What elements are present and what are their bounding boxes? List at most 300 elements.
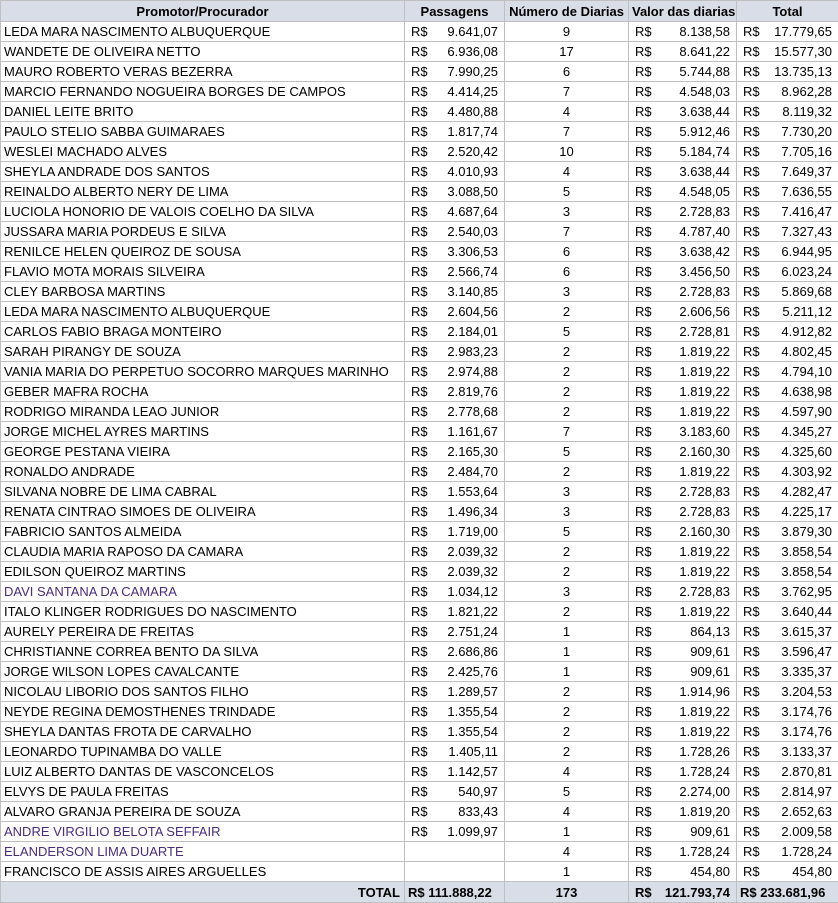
cell-total: [737, 282, 838, 302]
cell-passagens: [405, 442, 505, 462]
valor-currency: R$: [632, 402, 652, 421]
passagens-currency: R$: [408, 302, 428, 321]
cell-num-diarias: 2: [505, 722, 629, 742]
cell-passagens: [405, 842, 505, 862]
table-row: [1, 282, 838, 302]
cell-valor-diarias: [629, 662, 737, 682]
total-currency: R$: [740, 182, 760, 201]
total-value: 3.640,44: [781, 602, 835, 621]
passagens-value: 1.719,00: [447, 522, 501, 541]
cell-num-diarias: 2: [505, 682, 629, 702]
valor-value: 1.819,22: [679, 362, 733, 381]
total-value: 3.133,37: [781, 742, 835, 761]
table-row: [1, 542, 838, 562]
cell-name: ELVYS DE PAULA FREITAS: [1, 782, 405, 802]
valor-currency: R$: [632, 562, 652, 581]
cell-num-diarias: 2: [505, 342, 629, 362]
cell-valor-diarias: [629, 382, 737, 402]
table-row: [1, 42, 838, 62]
valor-value: 1.728,24: [679, 762, 733, 781]
cell-total: [737, 622, 838, 642]
valor-currency: R$: [632, 662, 652, 681]
cell-name: REINALDO ALBERTO NERY DE LIMA: [1, 182, 405, 202]
cell-total: [737, 802, 838, 822]
passagens-currency: R$: [408, 662, 428, 681]
table-row: [1, 322, 838, 342]
valor-currency: R$: [632, 782, 652, 801]
passagens-currency: R$: [408, 422, 428, 441]
valor-value: 3.638,42: [679, 242, 733, 261]
passagens-value: 2.604,56: [447, 302, 501, 321]
table-row: [1, 262, 838, 282]
passagens-value: 1.821,22: [447, 602, 501, 621]
valor-currency: R$: [632, 362, 652, 381]
cell-num-diarias: 3: [505, 202, 629, 222]
table-row: [1, 762, 838, 782]
cell-name: CARLOS FABIO BRAGA MONTEIRO: [1, 322, 405, 342]
total-value: 7.416,47: [781, 202, 835, 221]
valor-value: 2.728,83: [679, 282, 733, 301]
valor-currency: R$: [632, 122, 652, 141]
cell-name: FRANCISCO DE ASSIS AIRES ARGUELLES: [1, 862, 405, 882]
table-row: [1, 522, 838, 542]
total-label: TOTAL: [1, 882, 405, 903]
cell-valor-diarias: [629, 62, 737, 82]
total-value: 3.174,76: [781, 722, 835, 741]
total-value: 4.345,27: [781, 422, 835, 441]
total-currency: R$: [740, 42, 760, 61]
passagens-currency: R$: [408, 742, 428, 761]
passagens-currency: R$: [408, 42, 428, 61]
valor-currency: R$: [632, 102, 652, 121]
passagens-currency: R$: [408, 282, 428, 301]
table-row: [1, 582, 838, 602]
cell-num-diarias: 6: [505, 62, 629, 82]
cell-name: DANIEL LEITE BRITO: [1, 102, 405, 122]
cell-valor-diarias: [629, 762, 737, 782]
cell-valor-diarias: [629, 782, 737, 802]
passagens-value: 2.819,76: [447, 382, 501, 401]
cell-passagens: [405, 182, 505, 202]
total-value: 8.119,32: [782, 102, 835, 121]
cell-total: [737, 122, 838, 142]
valor-value: 1.728,26: [679, 742, 733, 761]
cell-valor-diarias: [629, 102, 737, 122]
valor-value: 5.184,74: [679, 142, 733, 161]
total-value: 3.335,37: [781, 662, 835, 681]
valor-currency: R$: [632, 182, 652, 201]
total-value: 15.577,30: [774, 42, 835, 61]
table-row: [1, 302, 838, 322]
passagens-value: 2.039,32: [447, 562, 501, 581]
cell-name: NEYDE REGINA DEMOSTHENES TRINDADE: [1, 702, 405, 722]
valor-value: 1.819,22: [679, 342, 733, 361]
valor-currency: R$: [632, 862, 652, 881]
cell-valor-diarias: [629, 342, 737, 362]
passagens-currency: R$: [408, 702, 428, 721]
cell-valor-diarias: [629, 862, 737, 882]
valor-value: 4.548,05: [679, 182, 733, 201]
cell-passagens: [405, 822, 505, 842]
table-row: [1, 202, 838, 222]
cell-name: JORGE MICHEL AYRES MARTINS: [1, 422, 405, 442]
valor-value: 3.183,60: [679, 422, 733, 441]
table-row: [1, 102, 838, 122]
cell-total: [737, 422, 838, 442]
table-footer: [1, 882, 838, 903]
total-currency: R$: [740, 542, 760, 561]
valor-value: 2.728,83: [679, 482, 733, 501]
table-row: [1, 62, 838, 82]
passagens-value: 2.540,03: [447, 222, 501, 241]
valor-value: 2.728,83: [679, 582, 733, 601]
cell-passagens: [405, 222, 505, 242]
table-row: [1, 362, 838, 382]
total-currency: R$: [740, 322, 760, 341]
cell-passagens: [405, 402, 505, 422]
passagens-value: 2.039,32: [447, 542, 501, 561]
cell-num-diarias: 4: [505, 162, 629, 182]
passagens-currency: R$: [408, 82, 428, 101]
cell-name: LUCIOLA HONORIO DE VALOIS COELHO DA SILVA: [1, 202, 405, 222]
total-currency: R$: [740, 22, 760, 41]
total-value: 6.944,95: [781, 242, 835, 261]
total-value: 4.303,92: [781, 462, 835, 481]
cell-total: [737, 582, 838, 602]
cell-valor-diarias: [629, 422, 737, 442]
valor-value: 8.138,58: [679, 22, 733, 41]
total-value: 7.327,43: [781, 222, 835, 241]
total-total: [737, 882, 838, 903]
passagens-currency: R$: [408, 522, 428, 541]
total-value: 7.705,16: [781, 142, 835, 161]
table-row: [1, 482, 838, 502]
valor-currency: R$: [632, 642, 652, 661]
passagens-currency: R$: [408, 122, 428, 141]
cell-name: SHEYLA ANDRADE DOS SANTOS: [1, 162, 405, 182]
total-currency: R$: [740, 242, 760, 261]
passagens-currency: R$: [408, 642, 428, 661]
cell-name: WANDETE DE OLIVEIRA NETTO: [1, 42, 405, 62]
cell-passagens: [405, 362, 505, 382]
valor-currency: R$: [632, 222, 652, 241]
cell-passagens: [405, 622, 505, 642]
cell-passagens: [405, 682, 505, 702]
cell-valor-diarias: [629, 142, 737, 162]
cell-num-diarias: 7: [505, 82, 629, 102]
total-valor-diarias: [629, 882, 737, 903]
total-currency: R$: [740, 662, 760, 681]
cell-name: SARAH PIRANGY DE SOUZA: [1, 342, 405, 362]
valor-currency: R$: [632, 822, 652, 841]
cell-num-diarias: 1: [505, 642, 629, 662]
total-currency: R$: [740, 582, 760, 601]
cell-valor-diarias: [629, 482, 737, 502]
cell-name: FLAVIO MOTA MORAIS SILVEIRA: [1, 262, 405, 282]
table-row: [1, 702, 838, 722]
valor-value: 5.912,46: [679, 122, 733, 141]
passagens-value: 6.936,08: [447, 42, 501, 61]
cell-valor-diarias: [629, 282, 737, 302]
cell-valor-diarias: [629, 522, 737, 542]
cell-valor-diarias: [629, 642, 737, 662]
cell-total: [737, 562, 838, 582]
cell-num-diarias: 1: [505, 862, 629, 882]
total-valor-currency: R$: [632, 883, 652, 902]
cell-name: GEBER MAFRA ROCHA: [1, 382, 405, 402]
cell-num-diarias: 4: [505, 802, 629, 822]
table-row: [1, 682, 838, 702]
passagens-value: 1.099,97: [447, 822, 501, 841]
total-currency: R$: [740, 702, 760, 721]
table-row: [1, 782, 838, 802]
total-currency: R$: [740, 222, 760, 241]
cell-num-diarias: 6: [505, 242, 629, 262]
total-currency: R$: [740, 82, 760, 101]
cell-passagens: [405, 262, 505, 282]
header-valor-diarias: Valor das diarias: [629, 1, 737, 22]
table-row: [1, 862, 838, 882]
total-num-diarias: 173: [505, 882, 629, 903]
cell-num-diarias: 1: [505, 822, 629, 842]
valor-currency: R$: [632, 542, 652, 561]
cell-valor-diarias: [629, 742, 737, 762]
total-value: 2.009,58: [781, 822, 835, 841]
total-currency: R$: [740, 482, 760, 501]
passagens-value: 2.566,74: [447, 262, 501, 281]
cell-total: [737, 142, 838, 162]
cell-valor-diarias: [629, 802, 737, 822]
header-name: Promotor/Procurador: [1, 1, 405, 22]
cell-valor-diarias: [629, 402, 737, 422]
valor-currency: R$: [632, 762, 652, 781]
passagens-value: 1.034,12: [447, 582, 501, 601]
passagens-value: 1.553,64: [447, 482, 501, 501]
passagens-value: 833,43: [458, 802, 501, 821]
cell-num-diarias: 4: [505, 102, 629, 122]
passagens-currency: R$: [408, 182, 428, 201]
table-body: [1, 22, 838, 882]
header-num-diarias: Número de Diarias: [505, 1, 629, 22]
total-value: 3.615,37: [781, 622, 835, 641]
valor-currency: R$: [632, 162, 652, 181]
cell-total: [737, 722, 838, 742]
table-row: [1, 222, 838, 242]
cell-total: [737, 342, 838, 362]
passagens-value: 1.355,54: [447, 702, 501, 721]
total-row: [1, 882, 838, 903]
cell-valor-diarias: [629, 622, 737, 642]
valor-currency: R$: [632, 322, 652, 341]
valor-currency: R$: [632, 42, 652, 61]
cell-num-diarias: 3: [505, 282, 629, 302]
cell-valor-diarias: [629, 242, 737, 262]
cell-total: [737, 682, 838, 702]
valor-currency: R$: [632, 842, 652, 861]
table-header: [1, 1, 838, 22]
cell-total: [737, 82, 838, 102]
cell-valor-diarias: [629, 302, 737, 322]
valor-currency: R$: [632, 462, 652, 481]
valor-value: 1.819,22: [679, 382, 733, 401]
valor-value: 3.638,44: [679, 102, 733, 121]
valor-value: 909,61: [690, 822, 733, 841]
cell-name: SILVANA NOBRE DE LIMA CABRAL: [1, 482, 405, 502]
cell-valor-diarias: [629, 842, 737, 862]
valor-value: 2.728,81: [679, 322, 733, 341]
table-row: [1, 562, 838, 582]
cell-passagens: [405, 702, 505, 722]
valor-value: 4.548,03: [679, 82, 733, 101]
cell-total: [737, 382, 838, 402]
cell-num-diarias: 1: [505, 662, 629, 682]
passagens-value: 1.142,57: [447, 762, 501, 781]
passagens-currency: R$: [408, 22, 428, 41]
cell-num-diarias: 7: [505, 122, 629, 142]
valor-value: 8.641,22: [679, 42, 733, 61]
valor-currency: R$: [632, 242, 652, 261]
cell-passagens: [405, 582, 505, 602]
cell-passagens: [405, 42, 505, 62]
cell-passagens: [405, 162, 505, 182]
passagens-currency: R$: [408, 562, 428, 581]
passagens-value: 1.817,74: [447, 122, 501, 141]
cell-total: [737, 402, 838, 422]
cell-valor-diarias: [629, 322, 737, 342]
cell-total: [737, 322, 838, 342]
cell-valor-diarias: [629, 362, 737, 382]
cell-valor-diarias: [629, 542, 737, 562]
cell-name: MARCIO FERNANDO NOGUEIRA BORGES DE CAMPOS: [1, 82, 405, 102]
cell-total: [737, 602, 838, 622]
cell-total: [737, 502, 838, 522]
cell-name: ELANDERSON LIMA DUARTE: [1, 842, 405, 862]
cell-passagens: [405, 762, 505, 782]
cell-valor-diarias: [629, 162, 737, 182]
cell-name: NICOLAU LIBORIO DOS SANTOS FILHO: [1, 682, 405, 702]
cell-passagens: [405, 462, 505, 482]
total-value: 4.638,98: [781, 382, 835, 401]
cell-valor-diarias: [629, 122, 737, 142]
total-currency: R$: [740, 202, 760, 221]
total-value: 3.204,53: [781, 682, 835, 701]
cell-valor-diarias: [629, 462, 737, 482]
cell-num-diarias: 2: [505, 602, 629, 622]
valor-currency: R$: [632, 482, 652, 501]
cell-total: [737, 822, 838, 842]
cell-name: DAVI SANTANA DA CAMARA: [1, 582, 405, 602]
valor-currency: R$: [632, 262, 652, 281]
cell-name: JUSSARA MARIA PORDEUS E SILVA: [1, 222, 405, 242]
total-value: 3.858,54: [781, 542, 835, 561]
cell-total: [737, 362, 838, 382]
cell-passagens: [405, 662, 505, 682]
passagens-value: 7.990,25: [447, 62, 501, 81]
total-value: 3.762,95: [781, 582, 835, 601]
cell-passagens: [405, 502, 505, 522]
cell-total: [737, 262, 838, 282]
passagens-value: 3.306,53: [447, 242, 501, 261]
total-value: 3.174,76: [781, 702, 835, 721]
cell-valor-diarias: [629, 502, 737, 522]
total-value: 1.728,24: [781, 842, 835, 861]
cell-valor-diarias: [629, 822, 737, 842]
passagens-currency: R$: [408, 802, 428, 821]
passagens-currency: R$: [408, 782, 428, 801]
cell-num-diarias: 7: [505, 222, 629, 242]
header-row: [1, 1, 838, 22]
passagens-currency: R$: [408, 342, 428, 361]
cell-name: SHEYLA DANTAS FROTA DE CARVALHO: [1, 722, 405, 742]
total-currency: R$: [740, 142, 760, 161]
cell-valor-diarias: [629, 722, 737, 742]
cell-passagens: [405, 122, 505, 142]
cell-num-diarias: 7: [505, 422, 629, 442]
valor-value: 909,61: [690, 642, 733, 661]
valor-currency: R$: [632, 722, 652, 741]
cell-total: [737, 782, 838, 802]
valor-currency: R$: [632, 622, 652, 641]
cell-name: LUIZ ALBERTO DANTAS DE VASCONCELOS: [1, 762, 405, 782]
passagens-currency: R$: [408, 102, 428, 121]
total-value: 5.211,12: [782, 302, 835, 321]
table-row: [1, 442, 838, 462]
table-row: [1, 402, 838, 422]
total-value: 3.879,30: [781, 522, 835, 541]
passagens-value: 9.641,07: [447, 22, 501, 41]
passagens-value: 1.405,11: [448, 742, 501, 761]
cell-total: [737, 42, 838, 62]
valor-value: 2.728,83: [679, 502, 733, 521]
cell-name: RONALDO ANDRADE: [1, 462, 405, 482]
total-total-value: R$ 233.681,96: [740, 883, 825, 902]
cell-passagens: [405, 82, 505, 102]
passagens-currency: R$: [408, 322, 428, 341]
passagens-value: 2.686,86: [447, 642, 501, 661]
passagens-currency: R$: [408, 222, 428, 241]
table-row: [1, 422, 838, 442]
cell-passagens: [405, 642, 505, 662]
passagens-value: 4.414,25: [447, 82, 501, 101]
valor-value: 1.728,24: [679, 842, 733, 861]
valor-value: 454,80: [690, 862, 733, 881]
total-passagens: [405, 882, 505, 903]
passagens-currency: R$: [408, 682, 428, 701]
cell-total: [737, 202, 838, 222]
total-value: 4.282,47: [781, 482, 835, 501]
passagens-value: 1.289,57: [447, 682, 501, 701]
cell-num-diarias: 2: [505, 302, 629, 322]
valor-currency: R$: [632, 422, 652, 441]
valor-value: 1.819,22: [679, 542, 733, 561]
cell-passagens: [405, 202, 505, 222]
cell-total: [737, 842, 838, 862]
total-value: 2.870,81: [781, 762, 835, 781]
valor-currency: R$: [632, 602, 652, 621]
cell-name: PAULO STELIO SABBA GUIMARAES: [1, 122, 405, 142]
cell-total: [737, 462, 838, 482]
cell-passagens: [405, 322, 505, 342]
valor-currency: R$: [632, 82, 652, 101]
cell-num-diarias: 2: [505, 702, 629, 722]
cell-name: ANDRE VIRGILIO BELOTA SEFFAIR: [1, 822, 405, 842]
total-value: 4.325,60: [781, 442, 835, 461]
cell-name: MAURO ROBERTO VERAS BEZERRA: [1, 62, 405, 82]
header-passagens: Passagens: [405, 1, 505, 22]
valor-currency: R$: [632, 442, 652, 461]
cell-num-diarias: 2: [505, 542, 629, 562]
cell-passagens: [405, 862, 505, 882]
